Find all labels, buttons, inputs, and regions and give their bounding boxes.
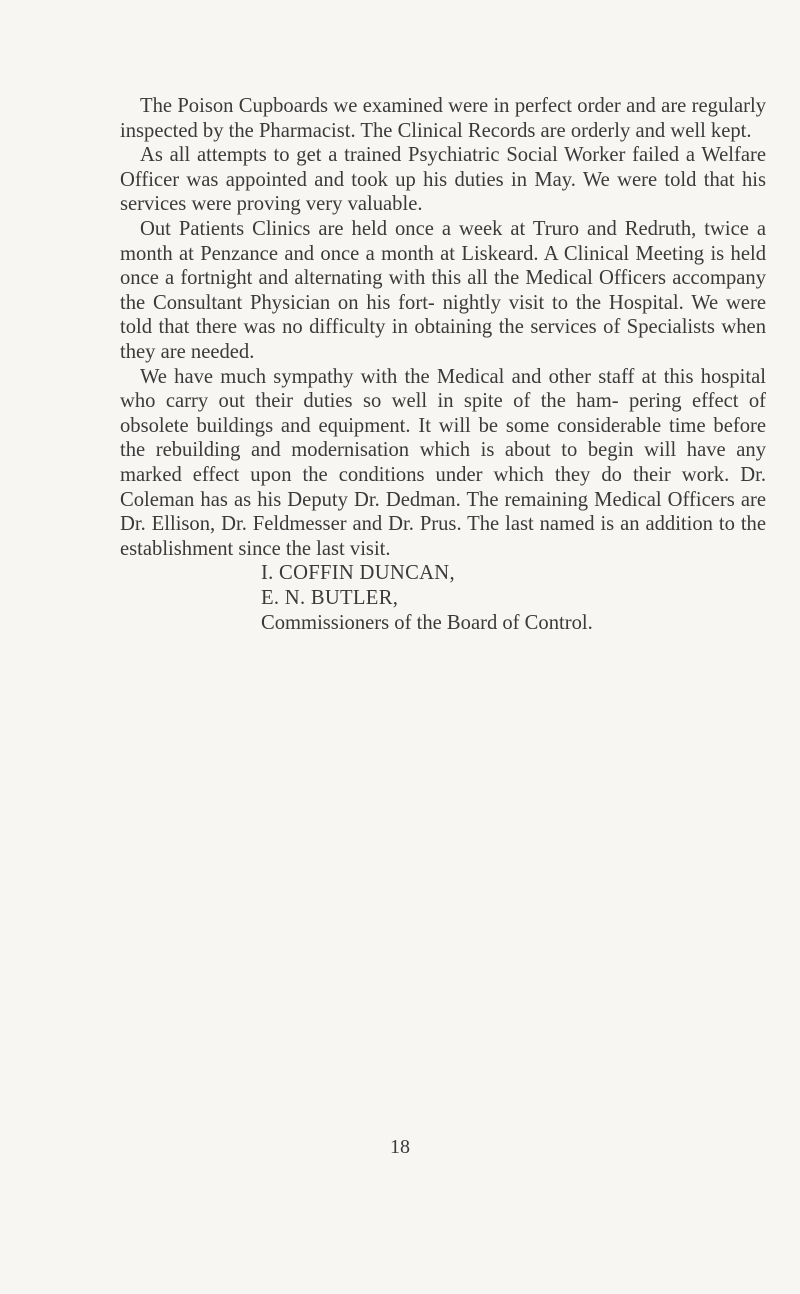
signatory-title: Commissioners of the Board of Control.: [261, 612, 593, 635]
signatory-name-1: I. COFFIN DUNCAN,: [261, 562, 455, 585]
signatory-name-2: E. N. BUTLER,: [261, 587, 399, 610]
document-body: [120, 94, 766, 636]
paragraph-medical-staff: We have much sympathy with the Medical and other staff at this hospital who carry out their duties so well in spite of the ham- pering effect of obsolete buildings and equipment. It will be some considerable time before the rebuilding and modernisation which is about to begin will have any marked effect upon the conditions under which they do their work. Dr. Coleman has as his Deputy Dr. Dedman. The remaining Medical Officers are Dr. Ellison, Dr. Feldmesser and Dr. Prus. The last named is an addition to the establishment since the last visit.: [120, 365, 766, 560]
page-number: 18: [390, 1136, 410, 1158]
paragraph-out-patients-clinics: Out Patients Clinics are held once a week at Truro and Redruth, twice a month at Penzance and once a month at Liskeard. A Clinical Meeting is held once a fortnight and alternating with this all the Medical Officers accompany the Consultant Physician on his fort- nightly visit to the Hospital. We were told that there was no difficulty in obtaining the services of Specialists when they are needed.: [120, 217, 766, 363]
paragraph-poison-cupboards: The Poison Cupboards we examined were in perfect order and are regularly inspected by the Pharmacist. The Clinical Records are orderly and well kept.: [120, 95, 766, 142]
paragraph-welfare-officer: As all attempts to get a trained Psychiatric Social Worker failed a Welfare Officer was appointed and took up his duties in May. We were told that his services were proving very valuable.: [120, 144, 766, 216]
signature-block: [120, 561, 766, 636]
